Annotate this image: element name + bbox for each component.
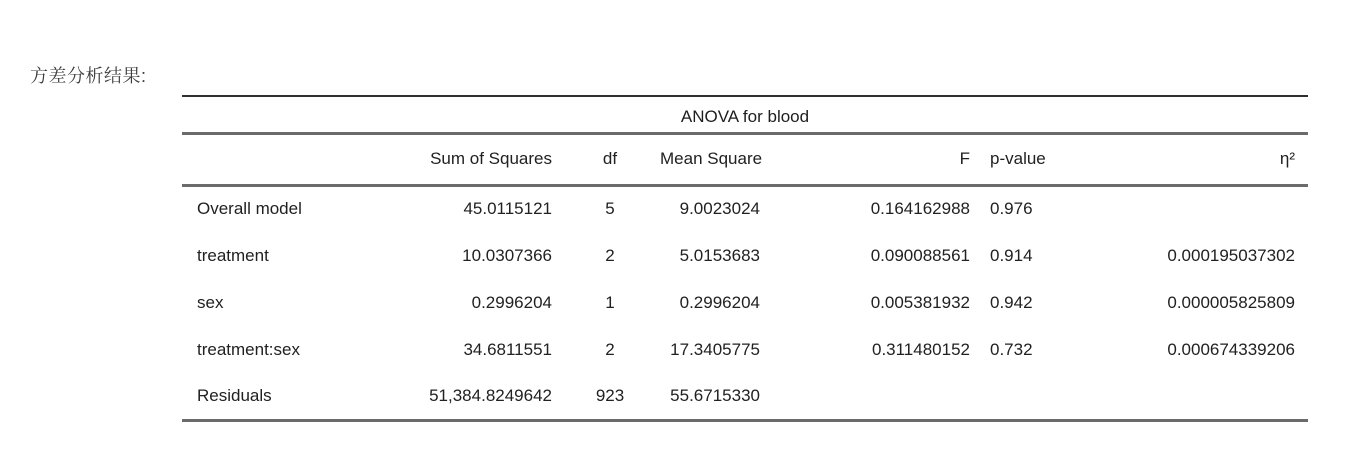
cell-term: sex — [197, 292, 224, 312]
cell-eta-squared: 0.000674339206 — [1167, 339, 1295, 359]
col-header-mean-square: Mean Square — [660, 135, 770, 185]
cell-term: treatment:sex — [197, 339, 300, 359]
cell-eta-squared — [1090, 185, 1308, 232]
anova-results-heading: 方差分析结果: — [30, 66, 147, 86]
table-row — [182, 232, 1308, 279]
cell-sum-of-squares: 45.0115121 — [463, 199, 552, 219]
cell-p-value: 0.732 — [990, 339, 1033, 359]
col-header-f: F — [770, 135, 980, 185]
col-header-p-value: p-value — [980, 135, 1090, 185]
cell-sum-of-squares: 0.2996204 — [471, 292, 552, 312]
cell-eta-squared: 0.000005825809 — [1167, 292, 1295, 312]
cell-f: 0.311480152 — [871, 339, 970, 359]
cell-mean-square: 55.6715330 — [670, 385, 760, 405]
cell-p-value: 0.914 — [990, 245, 1033, 265]
cell-sum-of-squares: 10.0307366 — [462, 245, 552, 265]
cell-mean-square: 5.0153683 — [679, 245, 760, 265]
cell-f: 0.164162988 — [870, 199, 970, 219]
table-row — [182, 279, 1308, 326]
cell-p-value: 0.976 — [990, 199, 1033, 219]
cell-df: 923 — [595, 385, 625, 405]
table-row — [182, 326, 1308, 373]
anova-table — [182, 95, 1308, 422]
cell-df: 2 — [605, 245, 615, 265]
cell-f: 0.090088561 — [870, 245, 970, 265]
cell-mean-square: 17.3405775 — [670, 339, 760, 359]
col-header-term — [182, 135, 390, 185]
cell-mean-square: 0.2996204 — [679, 292, 760, 312]
cell-mean-square: 9.0023024 — [679, 199, 760, 219]
cell-eta-squared — [1090, 373, 1308, 420]
cell-f: 0.005381932 — [870, 292, 970, 312]
table-title: ANOVA for blood — [182, 97, 1308, 135]
cell-sum-of-squares: 34.6811551 — [463, 339, 552, 359]
anova-results-table — [182, 135, 1308, 422]
table-row — [182, 373, 1308, 420]
header-row — [182, 135, 1308, 185]
cell-df: 1 — [605, 292, 615, 312]
cell-f — [770, 373, 980, 420]
cell-p-value — [980, 373, 1090, 420]
col-header-df: df — [560, 135, 660, 185]
cell-df: 2 — [605, 339, 615, 359]
cell-sum-of-squares: 51,384.8249642 — [429, 385, 552, 405]
cell-term: Residuals — [197, 385, 272, 405]
cell-term: Overall model — [197, 199, 302, 219]
col-header-sum-of-squares: Sum of Squares — [390, 135, 560, 185]
col-header-eta-squared: η² — [1090, 135, 1308, 185]
cell-eta-squared: 0.000195037302 — [1167, 245, 1295, 265]
cell-term: treatment — [197, 245, 269, 265]
table-row — [182, 185, 1308, 232]
cell-df: 5 — [605, 199, 615, 219]
cell-p-value: 0.942 — [990, 292, 1033, 312]
